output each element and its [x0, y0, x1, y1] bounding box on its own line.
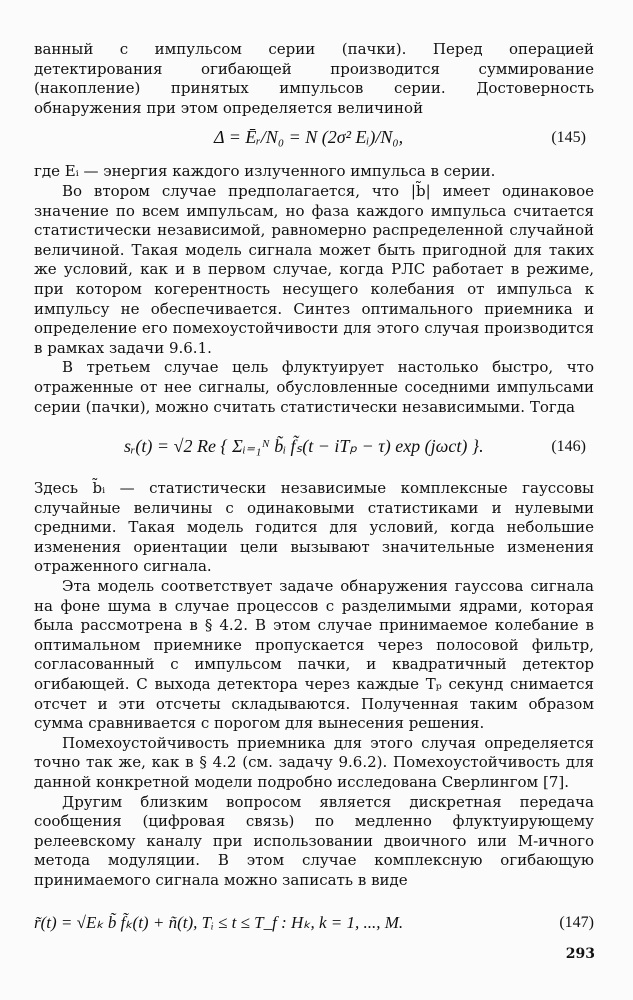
paragraph-1: ванный с импульсом серии (пачки). Перед операцией детектирования огибающей производится суммирование (накопление) принятых импульсов серии. Достоверность обнаружения при этом определяется величиной — [34, 40, 594, 117]
text-column — [34, 40, 594, 945]
equation-147-number: (147) — [559, 913, 594, 931]
equation-147 — [34, 891, 594, 945]
equation-145 — [34, 118, 594, 162]
paragraph-6: Эта модель соответствует задаче обнаружения гауссова сигнала на фоне шума в случае процессов с разделимыми ядрами, которая была рассмотрена в § 4.2. В этом случае принимаемое колебание в оптимальном приемнике пропускается через полосовой фильтр, согласованный с импульсом пачки, и квадратичный детектор огибающей. С выхода детектора через каждые Tₚ секунд снимается отсчет и эти отсчеты складываются. Полученная таким образом сумма сравнивается с порогом для вынесения решения. — [34, 577, 594, 733]
equation-147-formula: r̃(t) = √Eₖ b̃ f̃ₖ(t) + ñ(t), Tᵢ ≤ t ≤ T_f : Hₖ, k = 1, ..., M. — [34, 912, 404, 932]
equation-146-formula: sᵣ(t) = √2 Re { Σᵢ₌₁ᴺ b̃ᵢ f̃ₛ(t − iTₚ − τ) exp (jωct) }. — [124, 436, 484, 457]
paragraph-2: где Eᵢ — энергия каждого излученного импульса в серии. — [34, 162, 496, 181]
equation-145-number: (145) — [551, 129, 586, 147]
equation-146 — [34, 417, 594, 479]
equation-146-number: (146) — [551, 438, 586, 456]
page-number: 293 — [565, 946, 595, 962]
paragraph-3: Во втором случае предполагается, что |b̃| имеет одинаковое значение по всем импульсам, но фаза каждого импульса считается статистически независимой, равномерно распределенной случайной величиной. Такая модель сигнала может быть пригодной для таких же условий, как и в первом случае, когда РЛС работает в режиме, при котором когерентность несущего колебания от импульса к импульсу не обеспечивается. Синтез оптимального приемника и определение его помехоустойчивости для этого случая производится в рамках задачи 9.6.1. — [34, 181, 594, 357]
paragraph-4: В третьем случае цель флуктуирует настолько быстро, что отраженные от нее сигналы, обусловленные соседними импульсами серии (пачки), можно считать статистически независимыми. Тогда — [34, 358, 594, 416]
paragraph-7: Помехоустойчивость приемника для этого случая определяется точно так же, как в § 4.2 (см. задачу 9.6.2). Помехоустойчивость для данной конкретной модели подробно исследована Сверлингом [7]. — [34, 733, 594, 791]
paragraph-8: Другим близким вопросом является дискретная передача сообщения (цифровая связь) по медленно флуктуирующему релеевскому каналу при использовании двоичного или M-ичного метода модуляции. В этом случае комплексную огибающую принимаемого сигнала можно записать в виде — [34, 792, 594, 889]
paragraph-5: Здесь b̃ᵢ — статистически независимые комплексные гауссовы случайные величины с одинаковыми статистиками и нулевыми средними. Такая модель годится для условий, когда небольшие изменения ориентации цели вызывают значительные изменения отраженного сигнала. — [34, 479, 594, 576]
equation-145-formula: Δ = Ēᵣ/N₀ = N (2σ² Eᵢ)/N₀, — [214, 127, 404, 148]
